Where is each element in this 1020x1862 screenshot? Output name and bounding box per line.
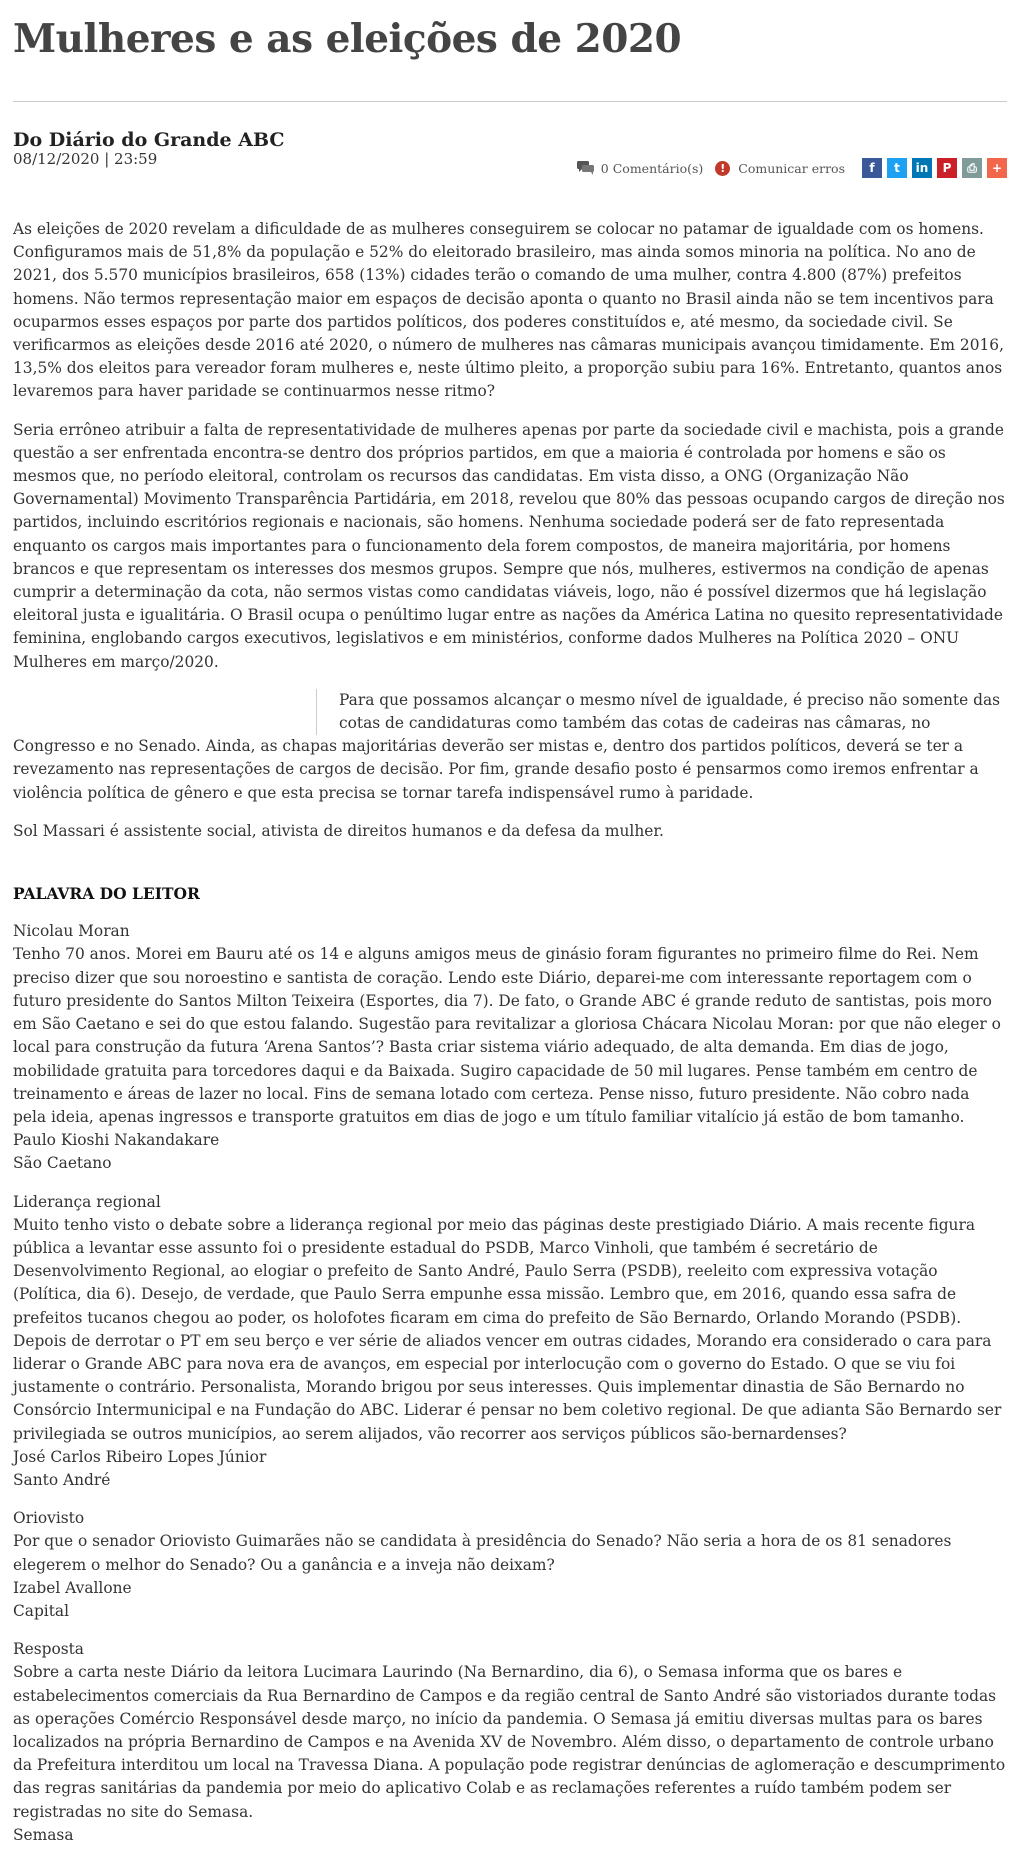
pinterest-icon: P [942,161,952,175]
article-paragraph-with-pullquote [13,689,1007,805]
title-divider [13,101,1007,102]
reader-letter [13,1638,1007,1847]
print-share-button[interactable] [962,158,982,178]
letter-text: Tenho 70 anos. Morei em Bauru até os 14 e alguns amigos meus de ginásio foram figurantes no primeiro filme do Rei. Nem preciso dizer que sou noroestino e santista de coração. Lendo este Diário, deparei-me com interessante reportagem com o futuro presidente do Santos Milton Teixeira (Esportes, dia 7). De fato, o Grande ABC é grande reduto de santistas, pois moro em São Caetano e sei do que estou falando. Sugestão para revitalizar a gloriosa Chácara Nicolau Moran: por que não eleger o local para construção da futura ‘Arena Santos’? Basta criar sistema viário adequado, de alta demanda. Em dias de jogo, mobilidade gratuita para torcedores daqui e da Baixada. Sugiro capacidade de 50 mil lugares. Pense também em centro de treinamento e áreas de lazer no local. Fins de semana lotado com certeza. Pense nisso, futuro presidente. Não cobro nada pela ideia, apenas ingressos e transporte gratuitos em dias de jogo e um título familiar vitalício já estão de bom tamanho. [13,945,1001,1126]
facebook-share-button[interactable] [862,158,882,178]
article-paragraph: Seria errôneo atribuir a falta de representatividade de mulheres apenas por parte da sociedade civil e machista, pois a grande questão a ser enfrentada encontra-se dentro dos próprios partidos, em que a maioria é controlada por homens e são os mesmos que, no período eleitoral, controlam os recursos das candidatas. Em vista disso, a ONG (Organização Não Governamental) Movimento Transparência Partidária, em 2018, revelou que 80% das pessoas ocupando cargos de direção nos partidos, incluindo escritórios regionais e nacionais, são homens. Nenhuma sociedade poderá ser de fato representada enquanto os cargos mais importantes para o funcionamento dela forem compostos, de maneira majoritária, por homens brancos e que representam os interesses dos mesmos grupos. Sempre que nós, mulheres, estivermos na condição de apenas cumprir a determinação da cota, não sermos vistas como candidatas viáveis, logo, não é possível dizermos que há legislação eleitoral justa e igualitária. O Brasil ocupa o penúltimo lugar entre as nações da América Latina no quesito representatividade feminina, englobando cargos executivos, legislativos e em ministérios, conforme dados Mulheres na Política 2020 – ONU Mulheres em março/2020. [13,420,1005,671]
comment-icon [577,161,595,175]
letter-author: Semasa [13,1825,74,1844]
letter-text: Muito tenho visto o debate sobre a liderança regional por meio das páginas deste prestigiado Diário. A mais recente figura pública a levantar esse assunto foi o presidente estadual do PSDB, Marco Vinholi, que também é secretário de Desenvolvimento Regional, ao elogiar o prefeito de Santo André, Paulo Serra (PSDB), reeleito com expressiva votação (Política, dia 6). Desejo, de verdade, que Paulo Serra empunhe essa missão. Lembro que, em 2016, quando essa safra de prefeitos tucanos chegou ao poder, os holofotes ficaram em cima do prefeito de São Bernardo, Orlando Morando (PSDB). Depois de derrotar o PT em seu berço e ver série de aliados vencer em outras cidades, Morando era considerado o cara para liderar o Grande ABC para nova era de avanços, em especial por interlocução com o governo do Estado. O que se viu foi justamente o contrário. Personalista, Morando brigou por seus interesses. Quis implementar dinastia de São Bernardo no Consórcio Intermunicipal e na Fundação do ABC. Liderar é pensar no bem coletivo regional. De que adianta São Bernardo ser privilegiada se outros municípios, ao serem alijados, vão recorrer aos serviços públicos são-bernardenses? [13,1215,1002,1443]
letter-title: Resposta [13,1640,84,1659]
letter-author: José Carlos Ribeiro Lopes Júnior [13,1447,267,1466]
more-icon: + [991,161,1003,175]
linkedin-share-button[interactable] [912,158,932,178]
article-body [13,218,1007,1862]
letter-title: Nicolau Moran [13,922,130,941]
comments-link[interactable] [577,161,703,176]
report-errors-link[interactable] [715,161,845,176]
article-toolbar [577,158,1007,178]
reader-letter [13,920,1007,1175]
twitter-icon: t [894,161,900,175]
article-source: Do Diário do Grande ABC [13,129,285,151]
comments-label: 0 Comentário(s) [600,160,704,176]
reader-letter [13,1507,1007,1623]
share-buttons [857,158,1007,178]
print-icon: ⎙ [967,160,977,175]
readers-section-heading: PALAVRA DO LEITOR [13,884,200,904]
letter-title: Oriovisto [13,1509,85,1528]
facebook-icon: f [869,161,875,175]
article-datetime: 08/12/2020 | 23:59 [13,150,158,168]
more-share-button[interactable] [987,158,1007,178]
letter-city: Capital [13,1601,70,1620]
letter-text: Por que o senador Oriovisto Guimarães não se candidata à presidência do Senado? Não seria a hora de os 81 senadores elegerem o melhor do Senado? Ou a ganância e a inveja não deixam? [13,1532,952,1574]
letter-city: São Caetano [13,1154,112,1173]
pullquote-placeholder [13,689,317,735]
author-bio: Sol Massari é assistente social, ativista de direitos humanos e da defesa da mulher. [13,821,664,840]
letter-author: Paulo Kioshi Nakandakare [13,1131,220,1150]
article-paragraph: As eleições de 2020 revelam a dificuldade de as mulheres conseguirem se colocar no patamar de igualdade com os homens. Configuramos mais de 51,8% da população e 52% do eleitorado brasileiro, mas ainda somos minoria na política. No ano de 2021, dos 5.570 municípios brasileiros, 658 (13%) cidades terão o comando de uma mulher, contra 4.800 (87%) prefeitos homens. Não termos representação maior em espaços de decisão aponta o quanto no Brasil ainda não se tem incentivos para ocuparmos esses espaços por parte dos partidos políticos, dos poderes constituídos e, até mesmo, da sociedade civil. Se verificarmos as eleições desde 2016 até 2020, o número de mulheres nas câmaras municipais avançou timidamente. Em 2016, 13,5% dos eleitos para vereador foram mulheres e, neste último pleito, a proporção subiu para 16%. Entretanto, quantos anos levaremos para haver paridade se continuarmos nesse ritmo? [13,220,1004,401]
reader-letter [13,1191,1007,1493]
letter-city: Santo André [13,1470,111,1489]
letter-author: Izabel Avallone [13,1578,132,1597]
letter-title: Liderança regional [13,1192,161,1211]
page-title: Mulheres e as eleições de 2020 [13,16,682,62]
twitter-share-button[interactable] [887,158,907,178]
article-paragraph-text: Para que possamos alcançar o mesmo nível de igualdade, é preciso não somente das cotas de candidaturas como também das cotas de cadeiras nas câmaras, no Congresso e no Senado. Ainda, as chapas majoritárias deverão ser mistas e, dentro dos partidos políticos, deverá se ter a revezamento nas representações de cargos de decisão. Por fim, grande desafio posto é pensarmos como iremos enfrentar a violência política de gênero e que esta precisa se tornar tarefa indispensável rumo à paridade. [13,690,1001,802]
alert-icon: ! [715,161,730,176]
pinterest-share-button[interactable] [937,158,957,178]
letter-text: Sobre a carta neste Diário da leitora Lucimara Laurindo (Na Bernardino, dia 6), o Semasa informa que os bares e estabelecimentos comerciais da Rua Bernardino de Campos e da região central de Santo André são vistoriados durante todas as operações Comércio Responsável desde março, no início da pandemia. O Semasa já emitiu diversas multas para os bares localizados na própria Bernardino de Campos e na Avenida XV de Novembro. Além disso, o departamento de controle urbano da Prefeitura interditou um local na Travessa Diana. A população pode registrar denúncias de aglomeração e descumprimento das regras sanitárias da pandemia por meio do aplicativo Colab e as reclamações referentes a ruído também podem ser registradas no site do Semasa. [13,1663,1006,1821]
linkedin-icon: in [915,161,929,175]
report-errors-label: Comunicar erros [738,160,845,176]
